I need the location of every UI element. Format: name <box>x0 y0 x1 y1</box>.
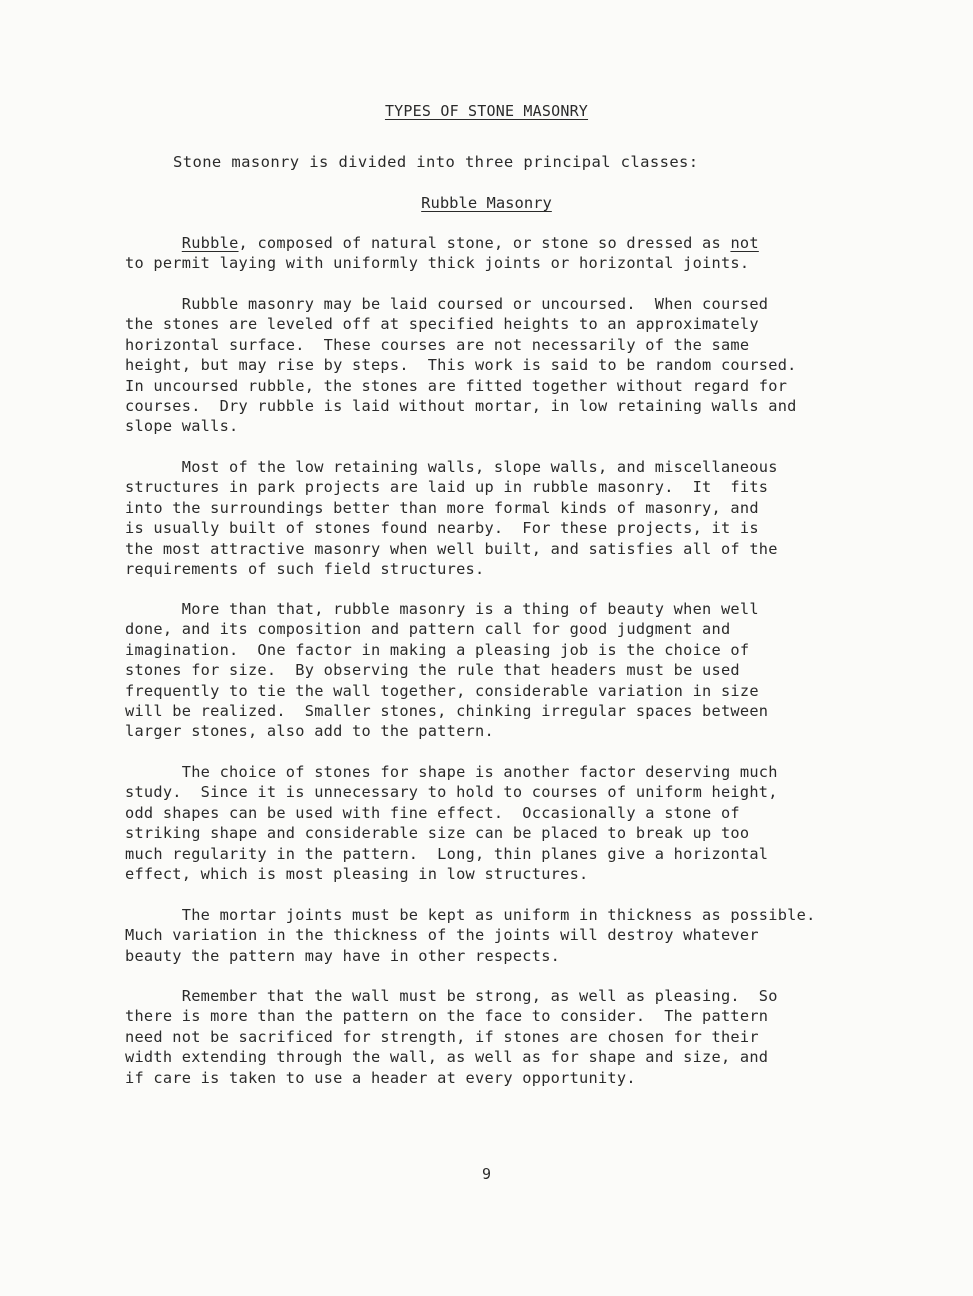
paragraph-line: larger stones, also add to the pattern. <box>125 722 494 741</box>
paragraph-line: the stones are leveled off at specified heights to an approximately <box>125 315 759 334</box>
paragraph-line: Remember that the wall must be strong, as well as pleasing. So <box>125 987 778 1005</box>
paragraph-line: slope walls. <box>125 417 239 436</box>
page-title: TYPES OF STONE MASONRY <box>384 102 589 120</box>
paragraph-line: frequently to tie the wall together, considerable variation in size <box>125 681 759 700</box>
paragraph-line: to permit laying with uniformly thick joints or horizontal joints. <box>125 254 750 273</box>
paragraph-line: odd shapes can be used with fine effect. Occasionally a stone of <box>125 803 740 822</box>
paragraph-line: done, and its composition and pattern call for good judgment and <box>125 620 731 639</box>
paragraph-line: if care is taken to use a header at every opportunity. <box>125 1068 636 1087</box>
page-number: 9 <box>481 1165 492 1183</box>
paragraph-line: horizontal surface. These courses are not necessarily of the same <box>125 335 750 354</box>
paragraph-line: width extending through the wall, as well as for shape and size, and <box>125 1048 769 1067</box>
paragraph-line: imagination. One factor in making a pleasing job is the choice of <box>125 640 750 659</box>
paragraph-line: into the surroundings better than more formal kinds of masonry, and <box>125 498 759 517</box>
paragraph-line: courses. Dry rubble is laid without mortar, in low retaining walls and <box>125 397 797 416</box>
paragraph-line <box>125 233 845 253</box>
paragraph-line: is usually built of stones found nearby. For these projects, it is <box>125 519 759 538</box>
paragraph-3 <box>125 457 845 579</box>
paragraph-line: there is more than the pattern on the face to consider. The pattern <box>125 1007 769 1026</box>
paragraph-line: The choice of stones for shape is another factor deserving much <box>125 763 778 781</box>
section-heading: Rubble Masonry <box>421 194 552 212</box>
paragraph-line: the most attractive masonry when well built, and satisfies all of the <box>125 539 778 558</box>
paragraph-line: need not be sacrificed for strength, if stones are chosen for their <box>125 1027 759 1046</box>
emphasis-not: not <box>730 234 759 252</box>
paragraph-line: More than that, rubble masonry is a thing of beauty when well <box>125 600 759 618</box>
paragraph-4 <box>125 599 845 742</box>
rubble-term: Rubble <box>181 234 239 252</box>
paragraph-line: striking shape and considerable size can be placed to break up too <box>125 824 750 843</box>
paragraph-line: requirements of such field structures. <box>125 560 485 579</box>
paragraph-line: height, but may rise by steps. This work is said to be random coursed. <box>125 356 797 375</box>
paragraph-line: Rubble masonry may be laid coursed or uncoursed. When coursed <box>125 295 769 313</box>
paragraph-text: , composed of natural stone, or stone so dressed as <box>238 234 731 252</box>
intro-text: Stone masonry is divided into three principal classes: <box>173 153 699 171</box>
paragraph-5 <box>125 762 845 884</box>
paragraph-line: In uncoursed rubble, the stones are fitted together without regard for <box>125 376 788 395</box>
paragraph-line: Most of the low retaining walls, slope walls, and miscellaneous <box>125 458 778 476</box>
paragraph-line: much regularity in the pattern. Long, thin planes give a horizontal <box>125 844 769 863</box>
paragraph-line: study. Since it is unnecessary to hold to courses of uniform height, <box>125 783 778 802</box>
paragraph-line: beauty the pattern may have in other respects. <box>125 946 561 965</box>
paragraph-line: will be realized. Smaller stones, chinking irregular spaces between <box>125 702 769 721</box>
paragraph-line: stones for size. By observing the rule that headers must be used <box>125 661 740 680</box>
paragraph-7 <box>125 986 845 1088</box>
paragraph-1 <box>125 233 845 274</box>
paragraph-line: structures in park projects are laid up in rubble masonry. It fits <box>125 478 769 497</box>
paragraph-6 <box>125 905 845 966</box>
paragraph-line: effect, which is most pleasing in low structures. <box>125 865 589 884</box>
paragraph-line: Much variation in the thickness of the joints will destroy whatever <box>125 926 759 945</box>
paragraph-line: The mortar joints must be kept as uniform in thickness as possible. <box>125 906 816 924</box>
paragraph-2 <box>125 294 845 437</box>
